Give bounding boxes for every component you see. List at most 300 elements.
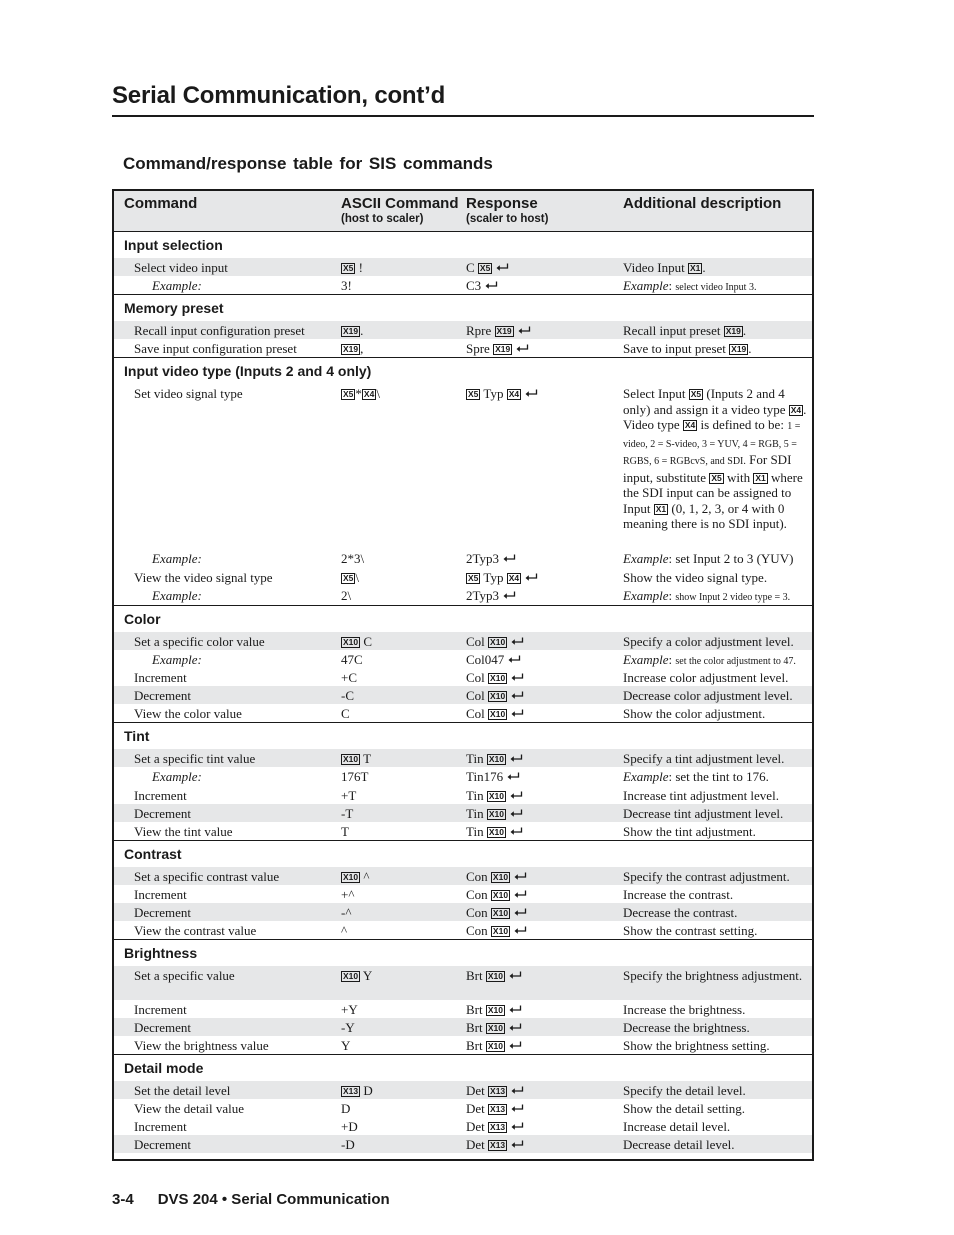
table-row [114, 749, 812, 767]
text-run: Recall input preset [623, 323, 724, 338]
ascii-cell [341, 1038, 350, 1053]
text-run: Con [466, 869, 491, 884]
text-run: Y [360, 968, 373, 983]
variable-box: X10 [490, 673, 506, 683]
command-cell: Select video input [134, 260, 228, 275]
response-cell [466, 1137, 524, 1152]
text-run: T [341, 824, 349, 839]
section-title: Detail mode [124, 1060, 204, 1076]
description-cell [623, 706, 809, 722]
table-row [114, 586, 812, 605]
description-cell [623, 887, 809, 903]
description-cell [623, 788, 809, 804]
command-cell: Recall input configuration preset [134, 323, 305, 338]
text-run: Rpre [466, 323, 495, 338]
text-run: T [360, 751, 372, 766]
text-run: Tin [466, 788, 487, 803]
variable-box: X10 [488, 791, 504, 801]
text-run: Decrease tint adjustment level. [623, 806, 784, 821]
text-run: Specify the brightness adjustment. [623, 968, 803, 983]
text-run: 2Typ3 [466, 588, 500, 603]
text-run: Det [466, 1101, 489, 1116]
variable-box: X5 [468, 389, 479, 399]
text-run: Save to input preset [623, 341, 730, 356]
return-arrow-icon [511, 1140, 524, 1149]
ascii-cell [341, 1002, 358, 1017]
command-cell: View the color value [134, 706, 242, 721]
variable-box: X19 [496, 326, 512, 336]
header-command [124, 195, 197, 212]
example-label: Example [623, 278, 669, 293]
text-run: : set Input 2 to 3 (YUV) [668, 551, 794, 566]
ascii-cell [341, 688, 354, 703]
text-run: \ [376, 386, 380, 401]
small-text: show Input 2 video type = 3. [675, 592, 791, 603]
text-run: 47C [341, 652, 363, 667]
description-cell [623, 386, 809, 532]
table-row [114, 1135, 812, 1153]
header-ascii-label: ASCII Command [341, 195, 459, 212]
text-run: C3 [466, 278, 482, 293]
description-cell [623, 1038, 809, 1054]
section-title: Brightness [124, 945, 198, 961]
description-cell [623, 905, 809, 921]
text-run: 2\ [341, 588, 352, 603]
response-cell [466, 905, 527, 920]
header-command-label: Command [124, 195, 198, 212]
variable-box: X10 [487, 1005, 503, 1015]
description-cell [623, 869, 809, 885]
command-cell: Example: [152, 278, 202, 293]
ascii-cell [341, 869, 369, 884]
ascii-cell [341, 824, 349, 839]
ascii-cell [341, 1119, 358, 1134]
return-arrow-icon [496, 263, 509, 272]
text-run: (0, 1, 2, 3, or 4 with 0 meaning there is no SDI input). [623, 500, 787, 531]
ascii-cell [341, 652, 363, 667]
example-label: Example [623, 551, 669, 566]
ascii-cell [341, 634, 372, 649]
text-run: , [360, 341, 364, 356]
description-cell [623, 923, 809, 939]
text-run: 3! [341, 278, 352, 293]
table-section [114, 606, 812, 723]
text-run: +^ [341, 887, 355, 902]
text-run: Show the video signal type. [623, 570, 768, 585]
text-run: C [466, 260, 478, 275]
ascii-cell [341, 788, 356, 803]
command-cell: Save input configuration preset [134, 341, 297, 356]
text-run: Tin [466, 824, 487, 839]
text-run: -T [341, 806, 354, 821]
header-response-sub: (scaler to host) [466, 213, 549, 225]
description-cell [623, 323, 809, 339]
variable-box: X10 [487, 971, 503, 981]
section-title: Input video type (Inputs 2 and 4 only) [124, 363, 372, 379]
response-cell [466, 1083, 524, 1098]
text-run: Show the contrast setting. [623, 923, 758, 938]
text-run: Brt [466, 968, 486, 983]
command-cell: Example: [152, 652, 202, 667]
ascii-cell [341, 323, 363, 338]
ascii-cell [341, 806, 353, 821]
text-run: Video Input [623, 260, 688, 275]
ascii-cell [341, 968, 372, 983]
response-cell [466, 652, 521, 667]
command-cell: Set video signal type [134, 386, 243, 401]
table-row [114, 686, 812, 704]
text-run: Increase color adjustment level. [623, 670, 789, 685]
return-arrow-icon [503, 554, 516, 563]
text-run: 176T [341, 769, 369, 784]
response-cell [466, 260, 509, 275]
response-cell [466, 570, 538, 585]
description-cell [623, 670, 809, 686]
return-arrow-icon [509, 1041, 522, 1050]
variable-box: X5 [479, 263, 491, 273]
return-arrow-icon [514, 908, 527, 917]
description-cell [623, 824, 809, 840]
variable-box: X13 [490, 1086, 506, 1096]
header-description [623, 195, 781, 212]
variable-box: X13 [490, 1122, 506, 1132]
ascii-cell [341, 386, 380, 401]
table-row [114, 276, 812, 294]
header-ascii-sub: (host to scaler) [341, 213, 424, 225]
return-arrow-icon [510, 791, 523, 800]
text-run: +T [341, 788, 357, 803]
text-run: -Y [341, 1020, 355, 1035]
text-run: +C [341, 670, 358, 685]
small-text: 1 = video, 2 = S-video, 3 = YUV, 4 = RGB, 5 = RGBS, 6 = RGBcvS, and SDI. [623, 421, 801, 467]
table-section [114, 841, 812, 940]
text-run: : [668, 652, 676, 667]
page-footer [112, 1191, 390, 1208]
variable-box: X4 [790, 404, 802, 415]
description-cell [623, 634, 809, 650]
section-title: Tint [124, 728, 150, 744]
table-row [114, 321, 812, 339]
response-cell [466, 706, 524, 721]
variable-box: X10 [492, 908, 509, 918]
variable-box: X10 [343, 637, 359, 647]
variable-box: X10 [492, 926, 509, 936]
table-row [114, 885, 812, 903]
return-arrow-icon [514, 926, 527, 935]
footer-text: DVS 204 • Serial Communication [157, 1191, 390, 1208]
table-section [114, 232, 812, 295]
text-run: Show the tint adjustment. [623, 824, 756, 839]
text-run: ^ [360, 869, 370, 884]
ascii-cell [341, 588, 351, 603]
ascii-cell [341, 1083, 373, 1098]
description-cell [623, 1119, 809, 1135]
text-run: Tin [466, 751, 487, 766]
ascii-cell [341, 1020, 355, 1035]
text-run: Brt [466, 1020, 486, 1035]
variable-box: X10 [487, 1041, 503, 1051]
text-run: \ [355, 570, 360, 585]
table-row [114, 704, 812, 722]
response-cell [466, 788, 523, 803]
response-cell [466, 1038, 522, 1053]
variable-box: X10 [490, 691, 506, 701]
text-run: Select Input [623, 386, 689, 401]
table-row [114, 384, 812, 549]
text-run: +D [341, 1119, 358, 1134]
header-response [466, 195, 548, 225]
table-body [114, 232, 812, 1153]
response-cell [466, 869, 527, 884]
section-title: Memory preset [124, 300, 224, 316]
response-cell [466, 1119, 524, 1134]
text-run: Show the color adjustment. [623, 706, 766, 721]
variable-box: X10 [490, 637, 506, 647]
table-row [114, 822, 812, 840]
variable-box: X1 [655, 503, 667, 514]
description-cell [623, 1137, 809, 1153]
command-cell: View the brightness value [134, 1038, 269, 1053]
variable-box: X4 [363, 389, 375, 399]
page-title: Serial Communication, cont’d [112, 82, 446, 109]
table-row [114, 549, 812, 568]
response-cell [466, 1002, 522, 1017]
variable-box: X5 [343, 263, 354, 273]
text-run: Specify a tint adjustment level. [623, 751, 785, 766]
return-arrow-icon [511, 709, 524, 718]
text-run: Col [466, 706, 489, 721]
command-cell: Increment [134, 670, 187, 685]
return-arrow-icon [525, 573, 538, 582]
response-cell [466, 968, 522, 983]
response-cell [466, 551, 516, 566]
variable-box: X10 [487, 1023, 503, 1033]
example-label: Example [623, 652, 669, 667]
command-cell: Set a specific value [134, 968, 235, 983]
return-arrow-icon [485, 281, 498, 290]
text-run: Det [466, 1119, 489, 1134]
table-row [114, 767, 812, 786]
table-row [114, 921, 812, 939]
table-row [114, 1018, 812, 1036]
response-cell [466, 634, 524, 649]
table-row [114, 786, 812, 804]
section-title: Color [124, 611, 161, 627]
return-arrow-icon [511, 691, 524, 700]
header-description-label: Additional description [623, 195, 782, 212]
ascii-cell [341, 751, 371, 766]
return-arrow-icon [510, 754, 523, 763]
small-text: select video Input 3. [675, 282, 757, 293]
table-row [114, 258, 812, 276]
variable-box: X10 [490, 709, 506, 719]
text-run: : [668, 278, 676, 293]
ascii-cell [341, 341, 363, 356]
variable-box: X5 [711, 472, 722, 483]
response-cell [466, 1101, 524, 1116]
ascii-cell [341, 670, 357, 685]
text-run: -^ [341, 905, 352, 920]
table-section [114, 358, 812, 606]
variable-box: X10 [343, 754, 359, 764]
return-arrow-icon [511, 637, 524, 646]
text-run: Specify the contrast adjustment. [623, 869, 790, 884]
return-arrow-icon [508, 655, 521, 664]
table-row [114, 1099, 812, 1117]
description-cell [623, 1020, 809, 1036]
text-run: Tin [466, 806, 487, 821]
variable-box: X13 [490, 1104, 506, 1114]
description-cell [623, 769, 809, 785]
text-run: is defined to be: [697, 417, 788, 432]
command-cell: Decrement [134, 688, 192, 703]
variable-box: X4 [508, 389, 520, 399]
text-run: Decrease color adjustment level. [623, 688, 793, 703]
return-arrow-icon [518, 326, 531, 335]
variable-box: X13 [343, 1086, 359, 1096]
ascii-cell [341, 570, 359, 585]
variable-box: X5 [343, 573, 354, 583]
ascii-cell [341, 769, 368, 784]
command-cell: Set a specific color value [134, 634, 265, 649]
response-cell [466, 824, 523, 839]
table-row [114, 903, 812, 921]
variable-box: X19 [495, 344, 511, 354]
sis-command-table [112, 189, 814, 1161]
response-cell [466, 887, 527, 902]
variable-box: X4 [684, 420, 696, 430]
text-run: -D [341, 1137, 355, 1152]
text-run: Col [466, 688, 489, 703]
variable-box: X19 [343, 344, 359, 354]
table-row [114, 1000, 812, 1018]
description-cell [623, 751, 809, 767]
description-cell [623, 652, 809, 670]
command-cell: Increment [134, 1119, 187, 1134]
text-run: ^ [341, 923, 348, 938]
variable-box: X10 [488, 809, 504, 819]
response-cell [466, 806, 523, 821]
table-row [114, 966, 812, 1000]
text-run: Increase detail level. [623, 1119, 731, 1134]
ascii-cell [341, 905, 351, 920]
description-cell [623, 278, 809, 296]
ascii-cell [341, 1101, 350, 1116]
table-section [114, 723, 812, 841]
variable-box: X10 [343, 971, 359, 981]
text-run: . [748, 341, 752, 356]
variable-box: X5 [468, 573, 479, 583]
command-cell: Decrement [134, 905, 192, 920]
ascii-cell [341, 887, 354, 902]
return-arrow-icon [514, 890, 527, 899]
table-row [114, 1081, 812, 1099]
text-run: Typ [480, 386, 507, 401]
text-run: . Video type [623, 401, 807, 432]
description-cell [623, 570, 809, 586]
variable-box: X10 [488, 754, 504, 764]
response-cell [466, 923, 527, 938]
ascii-cell [341, 923, 347, 938]
table-subtitle: Command/response table for SIS commands [123, 154, 493, 173]
text-run: Decrease detail level. [623, 1137, 735, 1152]
text-run: where the SDI input can be assigned to Input [623, 469, 803, 516]
text-run: Show the detail setting. [623, 1101, 746, 1116]
text-run: Decrease the brightness. [623, 1020, 750, 1035]
command-cell: Increment [134, 788, 187, 803]
description-cell [623, 688, 809, 704]
table-row [114, 804, 812, 822]
text-run: Brt [466, 1038, 486, 1053]
text-run: Show the brightness setting. [623, 1038, 770, 1053]
text-run: with [723, 469, 754, 485]
return-arrow-icon [509, 1005, 522, 1014]
variable-box: X10 [343, 872, 359, 882]
return-arrow-icon [507, 772, 520, 781]
variable-box: X5 [690, 389, 702, 399]
response-cell [466, 323, 531, 338]
text-run: 2*3\ [341, 551, 365, 566]
text-run: C [360, 634, 373, 649]
return-arrow-icon [509, 971, 522, 980]
small-text: set the color adjustment to 47. [675, 656, 796, 667]
command-cell: View the tint value [134, 824, 233, 839]
return-arrow-icon [516, 344, 529, 353]
example-label: Example [623, 769, 669, 784]
return-arrow-icon [510, 809, 523, 818]
section-title: Input selection [124, 237, 223, 253]
text-run: Increase the contrast. [623, 887, 734, 902]
description-cell [623, 1101, 809, 1117]
response-cell [466, 341, 529, 356]
table-section [114, 1055, 812, 1153]
command-cell: View the video signal type [134, 570, 273, 585]
text-run: Increase tint adjustment level. [623, 788, 779, 803]
response-cell [466, 386, 538, 401]
command-cell: View the contrast value [134, 923, 257, 938]
command-cell: Decrement [134, 1137, 192, 1152]
ascii-cell [341, 278, 352, 293]
variable-box: X5 [343, 389, 354, 399]
variable-box: X13 [490, 1140, 506, 1150]
return-arrow-icon [511, 1086, 524, 1095]
text-run: Col [466, 634, 489, 649]
description-cell [623, 260, 809, 276]
text-run: : [668, 588, 676, 603]
description-cell [623, 1002, 809, 1018]
text-run: . [360, 323, 364, 338]
text-run: Det [466, 1137, 489, 1152]
table-header [114, 191, 812, 232]
ascii-cell [341, 551, 364, 566]
text-run: Specify a color adjustment level. [623, 634, 794, 649]
text-run: Specify the detail level. [623, 1083, 746, 1098]
response-cell [466, 769, 520, 784]
text-run: Con [466, 923, 491, 938]
text-run: -C [341, 688, 354, 703]
text-run: Spre [466, 341, 494, 356]
return-arrow-icon [511, 1122, 524, 1131]
text-run: Col [466, 670, 489, 685]
text-run: ! [355, 260, 363, 275]
description-cell [623, 588, 809, 606]
text-run: Con [466, 905, 491, 920]
command-cell: Example: [152, 769, 202, 784]
text-run: * [355, 386, 362, 401]
text-run: : set the tint to 176. [668, 769, 769, 784]
text-run: Col047 [466, 652, 505, 667]
ascii-cell [341, 706, 350, 721]
